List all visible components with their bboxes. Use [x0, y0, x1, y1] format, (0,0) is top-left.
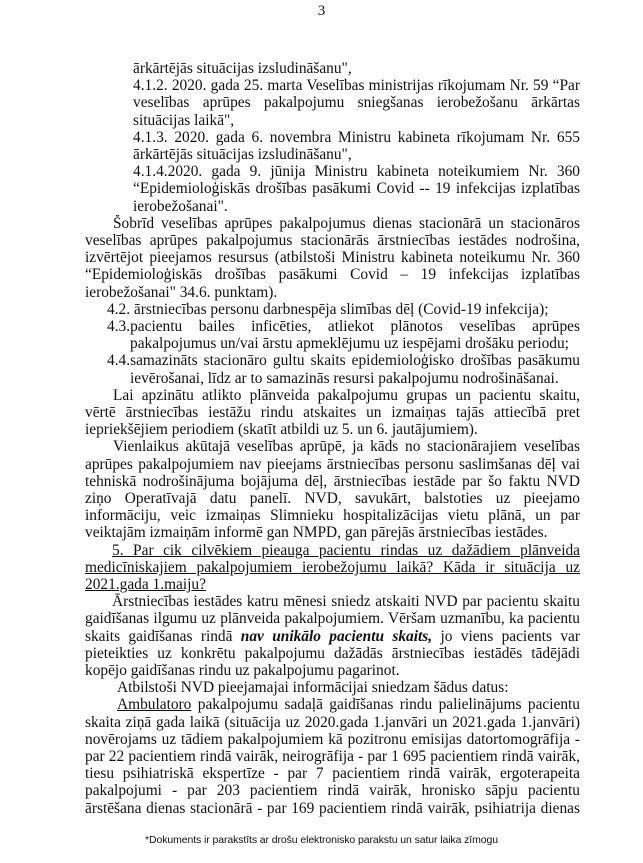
emphasized-text: medicīniskajiem pakalpojumiem ierobežojumu laikā? Kāda ir situācija uz [85, 558, 580, 576]
text-segment: Atbilstoši NVD pieejamajai informācijai sniedzam šādus datus: [117, 679, 509, 697]
text-line [85, 404, 580, 421]
text-line [112, 593, 580, 610]
text-line [85, 610, 580, 627]
text-line [85, 266, 580, 283]
emphasized-text: 2021.gada 1.maiju? [85, 576, 206, 593]
text-line [130, 370, 580, 387]
text-line [85, 628, 580, 645]
text-segment: pakalpojumus un/vai ārstu apmeklējumu uz iespējami drošāku periodu; [130, 335, 569, 353]
emphasized-text: nav unikālo pacientu skaits, [240, 627, 433, 645]
text-line [85, 731, 580, 748]
text-line [107, 318, 580, 335]
text-segment: par 22 pacientiem rindā vairāk, neirogrāfija - par 1 695 pacientiem rindā vairāk, [85, 748, 580, 765]
text-segment: Lai apzinātu atlikto plānveida pakalpojumu grupas un pacientu skaitu, [113, 386, 580, 404]
text-segment: pakalpojumi - par 203 pacientiem rindā vairāk, hronisko sāpju pacientu [85, 782, 580, 800]
text-segment: aprūpes pakalpojumiem nav pieejams ārstniecības personu saslimšanas dēļ vai [85, 455, 580, 473]
text-segment: skaits gaidīšanas rindā [85, 627, 241, 645]
text-line [112, 542, 580, 559]
text-line [133, 198, 580, 215]
text-line [117, 679, 580, 696]
text-segment: gaidīšanas ilgumu uz plānveida pakalpojumiem. Vēršam uzmanību, ka pacientu [85, 610, 580, 628]
text-segment: veselības aprūpes pakalpojumu sniegšanas ierobežošanu ārkārtas [133, 94, 580, 112]
text-line [133, 129, 580, 146]
page-number: 3 [317, 3, 326, 19]
text-line [107, 301, 580, 318]
text-segment: skaita ziņā gada laikā (situācija uz 2020.gada 1.janvāri un 2021.gada 1.janvāri) [85, 713, 580, 731]
text-segment: iepriekšējiem periodiem (skatīt atbildi uz 5. un 6. jautājumiem). [85, 421, 478, 439]
text-segment: ierobežošanai" 34.6. punktam). [85, 283, 278, 301]
text-line [85, 800, 580, 817]
text-line [133, 112, 580, 129]
text-segment: ārstēšana dienas stacionārā - par 169 pacientiem rindā vairāk, psihiatrija dienas [85, 799, 580, 817]
text-line [85, 645, 580, 662]
text-segment: kopējo gaidīšanas rindu uz pakalpojumu pagarinot. [85, 662, 400, 679]
text-line [107, 352, 580, 369]
text-line [117, 696, 580, 713]
text-line [85, 473, 580, 490]
text-line [85, 421, 580, 438]
text-segment: jo viens pacients var [432, 627, 580, 645]
text-segment: “Epidemioloģiskās drošības pasākumi Covid -- 19 infekcijas izplatības [133, 180, 580, 198]
text-line [85, 284, 580, 301]
text-line [85, 232, 580, 249]
text-line [113, 438, 580, 455]
text-segment: “Epidemioloģiskās drošības pasākumi Covid – 19 infekcijas izplatības [85, 266, 580, 284]
text-line [85, 249, 580, 266]
text-segment: Vienlaikus akūtajā veselības aprūpē, ja kāds no stacionārajiem veselības [113, 438, 580, 456]
text-segment: ārkārtējās situācijas izsludināšanu", [133, 60, 352, 77]
text-segment: 4.2. ārstniecības personu darbnespēja slimības dēļ (Covid-19 infekcija); [107, 300, 549, 318]
text-line [85, 748, 580, 765]
text-segment: ievērošanai, līdz ar to samazinās resursi pakalpojumu nodrošināšanai. [130, 369, 559, 387]
text-line [133, 146, 580, 163]
text-line [85, 662, 580, 679]
text-segment: 4.1.2. 2020. gada 25. marta Veselības ministrijas rīkojumam Nr. 59 “Par [133, 77, 580, 95]
text-line [85, 576, 580, 593]
text-segment: pieteikties uz konkrētu pakalpojumu dažādās ārstniecības iestādēs tādējādi [85, 644, 580, 662]
text-segment: izvērtējot pieejamos resursus (atbilstoši Ministru kabineta noteikumu Nr. 360 [85, 249, 580, 267]
text-line [85, 507, 580, 524]
text-segment: ierobežošanai". [133, 197, 228, 215]
text-line [85, 765, 580, 782]
text-segment: 4.4.samazināts stacionāro gultu skaits epidemioloģisko drošības pasākumu [107, 352, 580, 370]
text-segment: Ārstniecības iestādes katru mēnesi sniedz atskaiti NVD par pacientu skaitu [112, 593, 580, 611]
text-segment: ārkārtējās situācijas izsludināšanu", [133, 146, 352, 163]
text-segment: veiktajām izmaiņām informē gan NMPD, gan pārejās ārstniecības iestādes. [85, 524, 548, 542]
text-segment: 4.3.pacientu bailes inficēties, atliekot plānotos veselības aprūpes [107, 318, 580, 335]
text-segment: pakalpojumu sadaļā gaidīšanas rindu palielinājums pacientu [191, 696, 580, 714]
text-segment: Šobrīd veselības aprūpes pakalpojumus dienas stacionārā un stacionāros [113, 214, 580, 232]
text-line [113, 387, 580, 404]
text-line [133, 60, 580, 77]
text-segment: situācijas laikā", [133, 111, 235, 129]
signature-footer-note: *Dokuments ir parakstīts ar drošu elektronisko parakstu un satur laika zīmogu [145, 834, 498, 846]
text-line [133, 163, 580, 180]
text-segment: veselības aprūpes pakalpojumus stacionārās ārstniecības iestādes nodrošina, [85, 232, 580, 249]
text-line [85, 490, 580, 507]
text-line [85, 782, 580, 799]
emphasized-text: 5. Par cik cilvēkiem pieauga pacientu rindas uz dažādiem plānveida [112, 541, 580, 559]
text-line [113, 215, 580, 232]
text-segment: tehniskā nodrošinājuma bojājuma dēļ, ārstniecības iestāde par šo faktu NVD [85, 472, 580, 490]
text-line [85, 714, 580, 731]
text-line [133, 94, 580, 111]
text-line [133, 180, 580, 197]
text-segment: 4.1.4.2020. gada 9. jūnija Ministru kabineta noteikumiem Nr. 360 [133, 163, 580, 181]
text-segment: vērtē ārstniecības iestāžu rindu atskaites un izmaiņas tajās attiecībā pret [85, 404, 580, 421]
text-segment: novērojams uz tādiem pakalpojumiem kā pozitronu emisijas datortomogrāfija - [85, 730, 580, 748]
emphasized-text: Ambulatoro [117, 696, 192, 714]
text-segment: 4.1.3. 2020. gada 6. novembra Ministru kabineta rīkojumam Nr. 655 [133, 128, 580, 146]
text-line [85, 524, 580, 541]
text-segment: informāciju, veic izmaiņas Slimnieku hospitalizācijas vietu plānā, un par [85, 507, 580, 525]
text-segment: ziņo Operatīvajā datu panelī. NVD, savukārt, balstoties uz pieejamo [85, 490, 580, 507]
text-line [130, 335, 580, 352]
text-line [133, 77, 580, 94]
text-segment: tiesu psihiatriskā ekspertīze - par 7 pacientiem rindā vairāk, ergoterapeita [85, 765, 580, 783]
text-line [85, 559, 580, 576]
text-line [85, 456, 580, 473]
